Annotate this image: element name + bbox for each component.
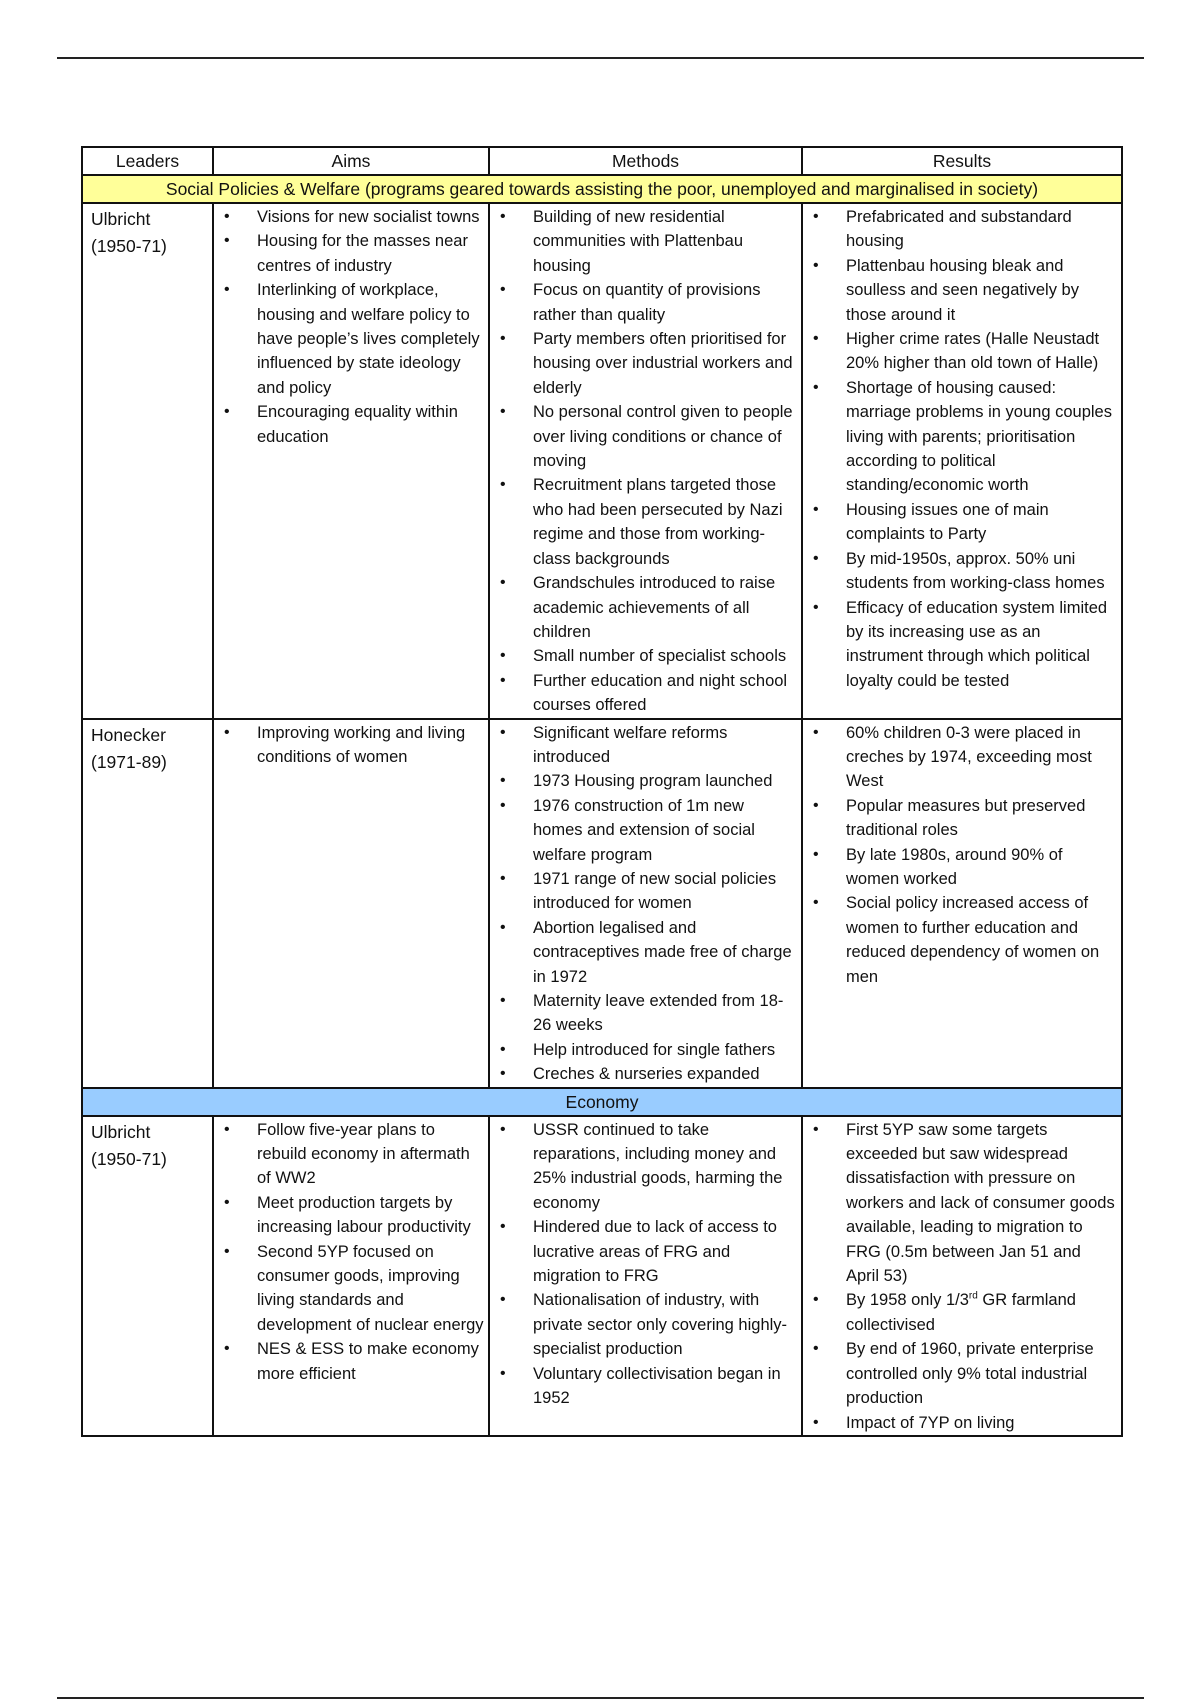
leader-cell <box>82 719 213 1088</box>
aims-cell <box>213 719 489 1088</box>
list-item: • Voluntary collectivisation began in 1952 <box>490 1362 797 1411</box>
list-item: • Hindered due to lack of access to lucrative areas of FRG and migration to FRG <box>490 1215 797 1288</box>
list-item: • No personal control given to people over living conditions or chance of moving <box>490 400 797 473</box>
list-item: • Housing issues one of main complaints to Party <box>803 498 1117 547</box>
history-notes-table <box>81 146 1123 1437</box>
leader-name: Honecker <box>91 724 166 745</box>
list-item: • 60% children 0-3 were placed in creches by 1974, exceeding most West <box>803 721 1117 794</box>
list-item: • Visions for new socialist towns <box>214 205 484 229</box>
list-item: • Meet production targets by increasing labour productivity <box>214 1191 484 1240</box>
list-item: • Plattenbau housing bleak and soulless and seen negatively by those around it <box>803 254 1117 327</box>
section-title-economy: Economy <box>82 1088 1122 1116</box>
list-item: • Focus on quantity of provisions rather than quality <box>490 278 797 327</box>
table-header-row <box>82 147 1122 175</box>
list-item: • Small number of specialist schools <box>490 644 797 668</box>
section-title-social-policies: Social Policies & Welfare (programs geared towards assisting the poor, unemployed and marginalised in society) <box>82 175 1122 203</box>
list-item: • Help introduced for single fathers <box>490 1038 797 1062</box>
leader-years: (1971-89) <box>91 751 167 772</box>
list-item: • Encouraging equality within education <box>214 400 484 449</box>
list-item: • 1971 range of new social policies introduced for women <box>490 867 797 916</box>
list-item: • Significant welfare reforms introduced <box>490 721 797 770</box>
list-item: • Recruitment plans targeted those who had been persecuted by Nazi regime and those from working-class backgrounds <box>490 473 797 571</box>
header-results: Results <box>802 147 1122 175</box>
leader-years: (1950-71) <box>91 236 167 256</box>
list-item: • USSR continued to take reparations, including money and 25% industrial goods, harming the economy <box>490 1118 797 1216</box>
list-item: • By mid-1950s, approx. 50% uni students from working-class homes <box>803 547 1117 596</box>
aims-cell <box>213 1116 489 1436</box>
list-item: • Efficacy of education system limited by its increasing use as an instrument through which political loyalty could be tested <box>803 596 1117 694</box>
methods-cell <box>489 1116 802 1436</box>
list-item: • Prefabricated and substandard housing <box>803 205 1117 254</box>
list-item: • Further education and night school courses offered <box>490 669 797 718</box>
leader-years: (1950-71) <box>91 1148 167 1169</box>
list-item: • Party members often prioritised for housing over industrial workers and elderly <box>490 327 797 400</box>
leader-cell <box>82 1116 213 1436</box>
list-item: • Shortage of housing caused: marriage problems in young couples living with parents; prioritisation according to political standing/economic worth <box>803 376 1117 498</box>
list-item: • Higher crime rates (Halle Neustadt 20% higher than old town of Halle) <box>803 327 1117 376</box>
table-row <box>82 203 1122 719</box>
header-rule <box>57 57 1144 59</box>
list-item: • Improving working and living conditions of women <box>214 721 484 770</box>
list-item: • Maternity leave extended from 18-26 weeks <box>490 989 797 1038</box>
list-item: • Interlinking of workplace, housing and welfare policy to have people’s lives completely influenced by state ideology and policy <box>214 278 484 400</box>
header-methods: Methods <box>489 147 802 175</box>
results-cell <box>802 719 1122 1088</box>
list-item: • First 5YP saw some targets exceeded but saw widespread dissatisfaction with pressure on workers and lack of consumer goods available, leading to migration to FRG (0.5m between Jan 51 and April 53) <box>803 1118 1117 1289</box>
list-item: • Nationalisation of industry, with private sector only covering highly-specialist production <box>490 1288 797 1361</box>
table-row <box>82 1116 1122 1436</box>
list-item: • NES & ESS to make economy more efficient <box>214 1337 484 1386</box>
section-heading-row <box>82 175 1122 203</box>
header-leaders: Leaders <box>82 147 213 175</box>
leader-name: Ulbricht <box>91 209 151 229</box>
header-aims: Aims <box>213 147 489 175</box>
list-item: • Grandschules introduced to raise academic achievements of all children <box>490 571 797 644</box>
methods-cell <box>489 203 802 719</box>
table-row <box>82 719 1122 1088</box>
list-item: • Second 5YP focused on consumer goods, improving living standards and development of nuclear energy <box>214 1240 484 1338</box>
list-item: • Follow five-year plans to rebuild economy in aftermath of WW2 <box>214 1118 484 1191</box>
list-item: • Social policy increased access of women to further education and reduced dependency of women on men <box>803 891 1117 989</box>
list-item: • 1973 Housing program launched <box>490 769 797 793</box>
list-item: • Building of new residential communities with Plattenbau housing <box>490 205 797 278</box>
results-cell <box>802 203 1122 719</box>
list-item: • Popular measures but preserved traditional roles <box>803 794 1117 843</box>
aims-cell <box>213 203 489 719</box>
list-item: • Abortion legalised and contraceptives made free of charge in 1972 <box>490 916 797 989</box>
list-item: • Housing for the masses near centres of industry <box>214 229 484 278</box>
leader-name: Ulbricht <box>91 1121 151 1142</box>
list-item: • Creches & nurseries expanded <box>490 1062 797 1086</box>
results-cell <box>802 1116 1122 1436</box>
footer-rule <box>57 1697 1144 1699</box>
section-heading-row <box>82 1088 1122 1116</box>
list-item: • By end of 1960, private enterprise controlled only 9% total industrial production <box>803 1337 1117 1410</box>
list-item: • Impact of 7YP on living <box>803 1411 1117 1435</box>
methods-cell <box>489 719 802 1088</box>
list-item: • 1976 construction of 1m new homes and extension of social welfare program <box>490 794 797 867</box>
list-item: • By late 1980s, around 90% of women worked <box>803 843 1117 892</box>
list-item: • By 1958 only 1/3rd GR farmland collectivised <box>803 1288 1117 1337</box>
leader-cell <box>82 203 213 719</box>
